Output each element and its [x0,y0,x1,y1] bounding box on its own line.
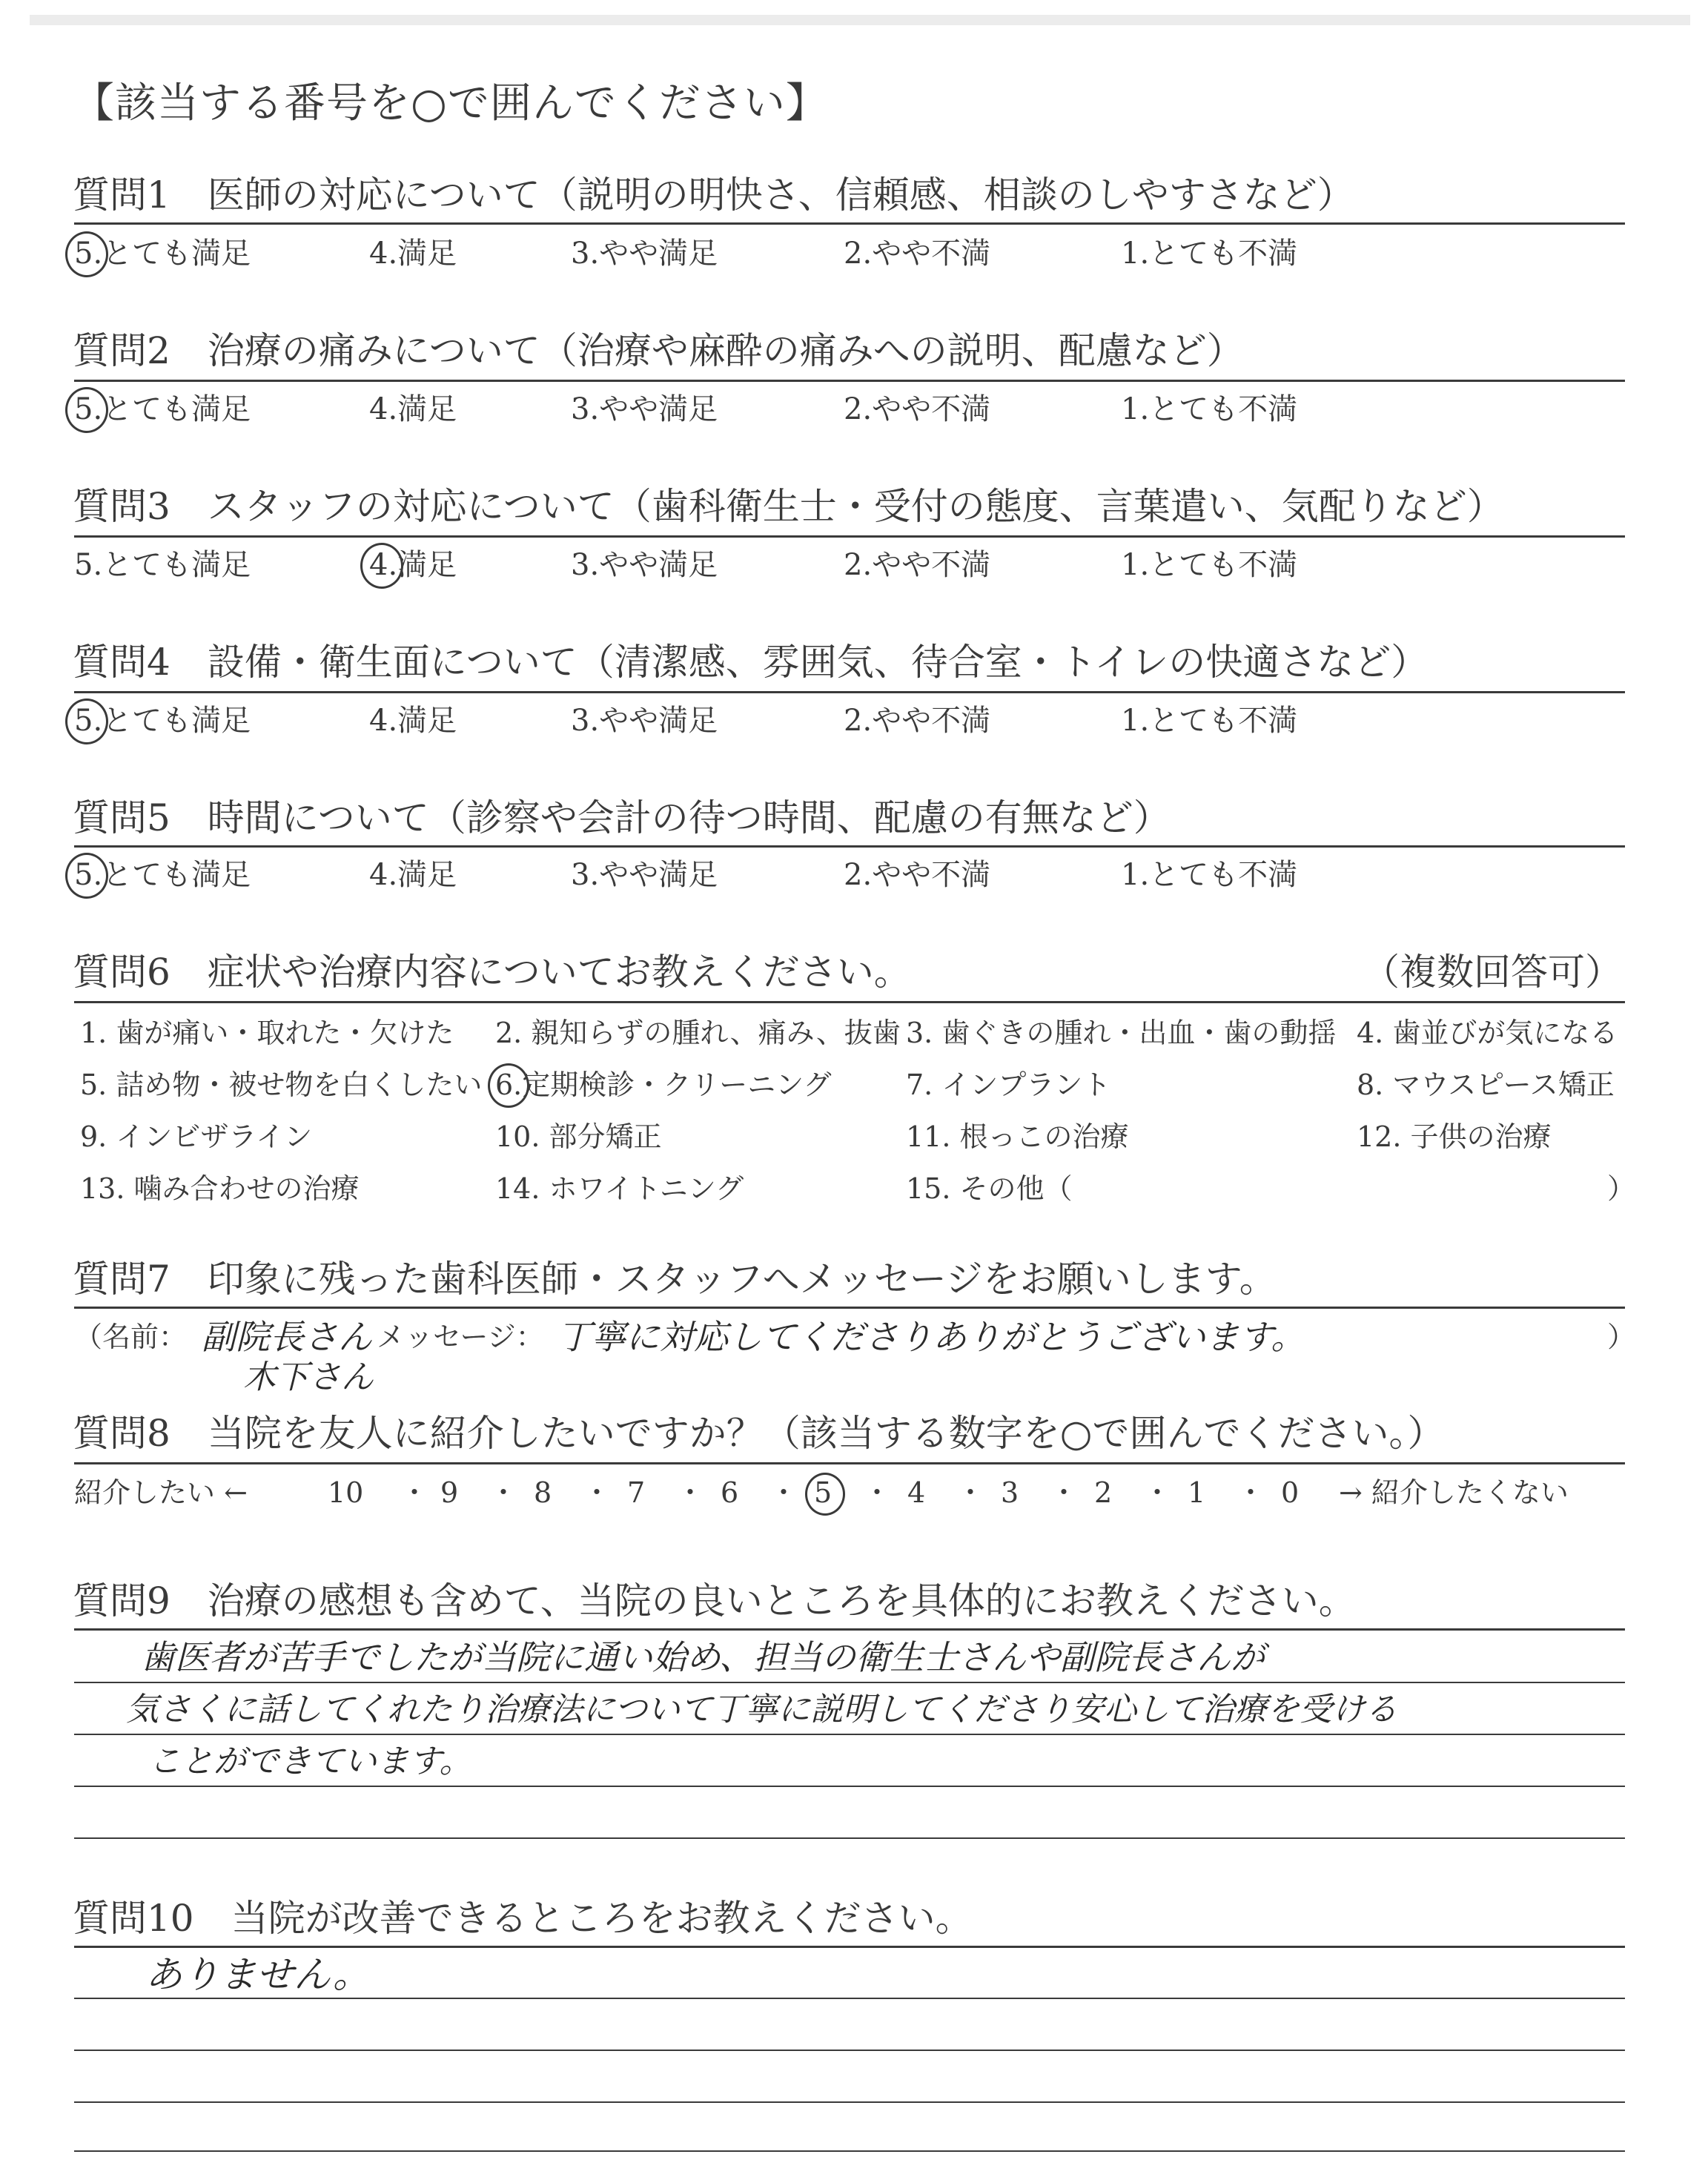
handwritten-answer[interactable]: ありません。 [145,1953,370,1996]
option-2[interactable]: 2.やや不満 [844,237,991,271]
option-3[interactable]: 3.やや満足 [571,237,718,271]
item-1[interactable]: 1. 歯が痛い・取れた・欠けた [80,1017,454,1049]
answer-line [74,2050,1625,2051]
item-13[interactable]: 13. 噛み合わせの治療 [80,1172,360,1205]
item-8[interactable]: 8. マウスピース矯正 [1357,1069,1615,1101]
option-4[interactable]: 4.満足 [369,704,457,738]
question-10-title: 質問10 当院が改善できるところをお教えください。 [73,1897,973,1940]
scale-9[interactable]: 9 [440,1476,459,1509]
option-2[interactable]: 2.やや不満 [844,548,991,582]
scale-dot: ・ [863,1476,892,1509]
scale-dot: ・ [1237,1476,1265,1509]
item-10[interactable]: 10. 部分矯正 [495,1120,662,1153]
scale-3[interactable]: 3 [1001,1476,1019,1509]
divider [74,380,1625,382]
option-4[interactable]: 4.満足 [369,392,457,426]
selection-circle [65,231,108,277]
divider [74,1462,1625,1464]
option-5[interactable]: 5.とても満足 [74,237,251,271]
item-11[interactable]: 11. 根っこの治療 [906,1120,1129,1153]
answer-line [74,1682,1625,1683]
question-2-title: 質問2 治療の痛みについて（治療や麻酔の痛みへの説明、配慮など） [73,329,1244,372]
scale-2[interactable]: 2 [1094,1476,1113,1509]
item-12[interactable]: 12. 子供の治療 [1357,1120,1552,1153]
item-9[interactable]: 9. インビザライン [80,1120,313,1153]
item-15-close: ） [1607,1172,1636,1205]
scale-7[interactable]: 7 [627,1476,646,1509]
question-1-title: 質問1 医師の対応について（説明の明快さ、信頼感、相談のしやすさなど） [73,174,1354,217]
question-6-note: （複数回答可） [1363,951,1622,994]
item-2[interactable]: 2. 親知らずの腫れ、痛み、抜歯 [495,1017,901,1049]
divider [74,1946,1625,1948]
option-2[interactable]: 2.やや不満 [844,392,991,426]
scale-dot: ・ [489,1476,518,1509]
scale-1[interactable]: 1 [1188,1476,1206,1509]
divider [74,222,1625,225]
question-3-title: 質問3 スタッフの対応について（歯科衛生士・受付の態度、言葉遣い、気配りなど） [73,485,1504,528]
option-1[interactable]: 1.とても不満 [1121,237,1298,271]
selection-circle [65,853,108,899]
divider [74,1628,1625,1631]
option-4[interactable]: 4.満足 [369,237,457,271]
divider [74,1001,1625,1003]
question-4-title: 質問4 設備・衛生面について（清潔感、雰囲気、待合室・トイレの快適さなど） [73,641,1429,684]
scale-10[interactable]: 10 [328,1476,364,1509]
item-7[interactable]: 7. インプラント [906,1069,1111,1101]
option-1[interactable]: 1.とても不満 [1121,704,1298,738]
item-14[interactable]: 14. ホワイトニング [495,1172,744,1205]
selection-circle [805,1473,845,1516]
item-15[interactable]: 15. その他（ [906,1172,1073,1205]
scale-5[interactable]: 5 [814,1476,833,1509]
form-instruction-header: 【該当する番号を○で囲んでください】 [73,79,828,128]
scale-dot: ・ [1050,1476,1079,1509]
scale-6[interactable]: 6 [721,1476,739,1509]
item-5[interactable]: 5. 詰め物・被せ物を白くしたい [80,1069,483,1101]
handwritten-answer-line-2[interactable]: 気さくに話してくれたり治療法について丁寧に説明してくださり安心して治療を受ける [126,1691,1398,1728]
scale-0[interactable]: 0 [1281,1476,1300,1509]
option-2[interactable]: 2.やや不満 [844,858,991,892]
name-label: （名前： [74,1321,188,1353]
scale-dot: ・ [956,1476,985,1509]
divider [74,845,1625,848]
answer-line [74,2150,1625,2152]
handwritten-message[interactable]: 丁寧に対応してくださりありがとうございます。 [557,1317,1305,1357]
option-3[interactable]: 3.やや満足 [571,858,718,892]
divider [74,535,1625,538]
question-6-title: 質問6 症状や治療内容についてお教えください。 [73,951,911,994]
scale-left-label: 紹介したい ← [74,1476,248,1509]
option-2[interactable]: 2.やや不満 [844,704,991,738]
handwritten-answer-line-1[interactable]: 歯医者が苦手でしたが当院に通い始め、担当の衛生士さんや副院長さんが [141,1637,1265,1677]
selection-circle [65,387,108,433]
scale-dot: ・ [583,1476,612,1509]
divider [74,691,1625,693]
scale-dot: ・ [769,1476,798,1509]
option-1[interactable]: 1.とても不満 [1121,548,1298,582]
handwritten-answer-line-3[interactable]: ことができています。 [148,1743,472,1780]
answer-line [74,1734,1625,1735]
divider [74,1307,1625,1309]
scale-right-label: → 紹介したくない [1339,1476,1569,1509]
scan-top-edge [30,15,1690,25]
item-3[interactable]: 3. 歯ぐきの腫れ・出血・歯の動揺 [906,1017,1337,1049]
answer-line [74,1786,1625,1787]
option-5[interactable]: 5.とても満足 [74,548,251,582]
selection-circle [488,1063,529,1108]
item-4[interactable]: 4. 歯並びが気になる [1357,1017,1618,1049]
option-4[interactable]: 4.満足 [369,858,457,892]
handwritten-name[interactable]: 副院長さん [202,1317,372,1357]
item-6[interactable]: 6.定期検診・クリーニング [495,1069,832,1101]
scale-8[interactable]: 8 [534,1476,552,1509]
scale-4[interactable]: 4 [907,1476,926,1509]
question-5-title: 質問5 時間について（診察や会計の待つ時間、配慮の有無など） [73,796,1171,839]
message-close: ） [1607,1321,1636,1353]
question-8-title: 質問8 当院を友人に紹介したいですか？（該当する数字を○で囲んでください。） [73,1412,1445,1455]
scale-dot: ・ [1143,1476,1172,1509]
message-label: メッセージ： [377,1321,544,1353]
option-5[interactable]: 5.とても満足 [74,704,251,738]
option-3[interactable]: 3.やや満足 [571,548,718,582]
option-3[interactable]: 3.やや満足 [571,392,718,426]
answer-line [74,1837,1625,1839]
option-5[interactable]: 5.とても満足 [74,858,251,892]
selection-circle [360,543,403,589]
option-1[interactable]: 1.とても不満 [1121,858,1298,892]
option-1[interactable]: 1.とても不満 [1121,392,1298,426]
answer-line [74,2101,1625,2103]
question-7-title: 質問7 印象に残った歯科医師・スタッフへメッセージをお願いします。 [73,1258,1277,1301]
selection-circle [65,698,108,744]
scale-dot: ・ [676,1476,705,1509]
scale-dot: ・ [400,1476,429,1509]
handwritten-name-2[interactable]: 木下さん [243,1358,374,1396]
answer-line [74,1998,1625,1999]
option-3[interactable]: 3.やや満足 [571,704,718,738]
option-5[interactable]: 5.とても満足 [74,392,251,426]
option-4[interactable]: 4.満足 [369,548,457,582]
question-9-title: 質問9 治療の感想も含めて、当院の良いところを具体的にお教えください。 [73,1579,1356,1622]
